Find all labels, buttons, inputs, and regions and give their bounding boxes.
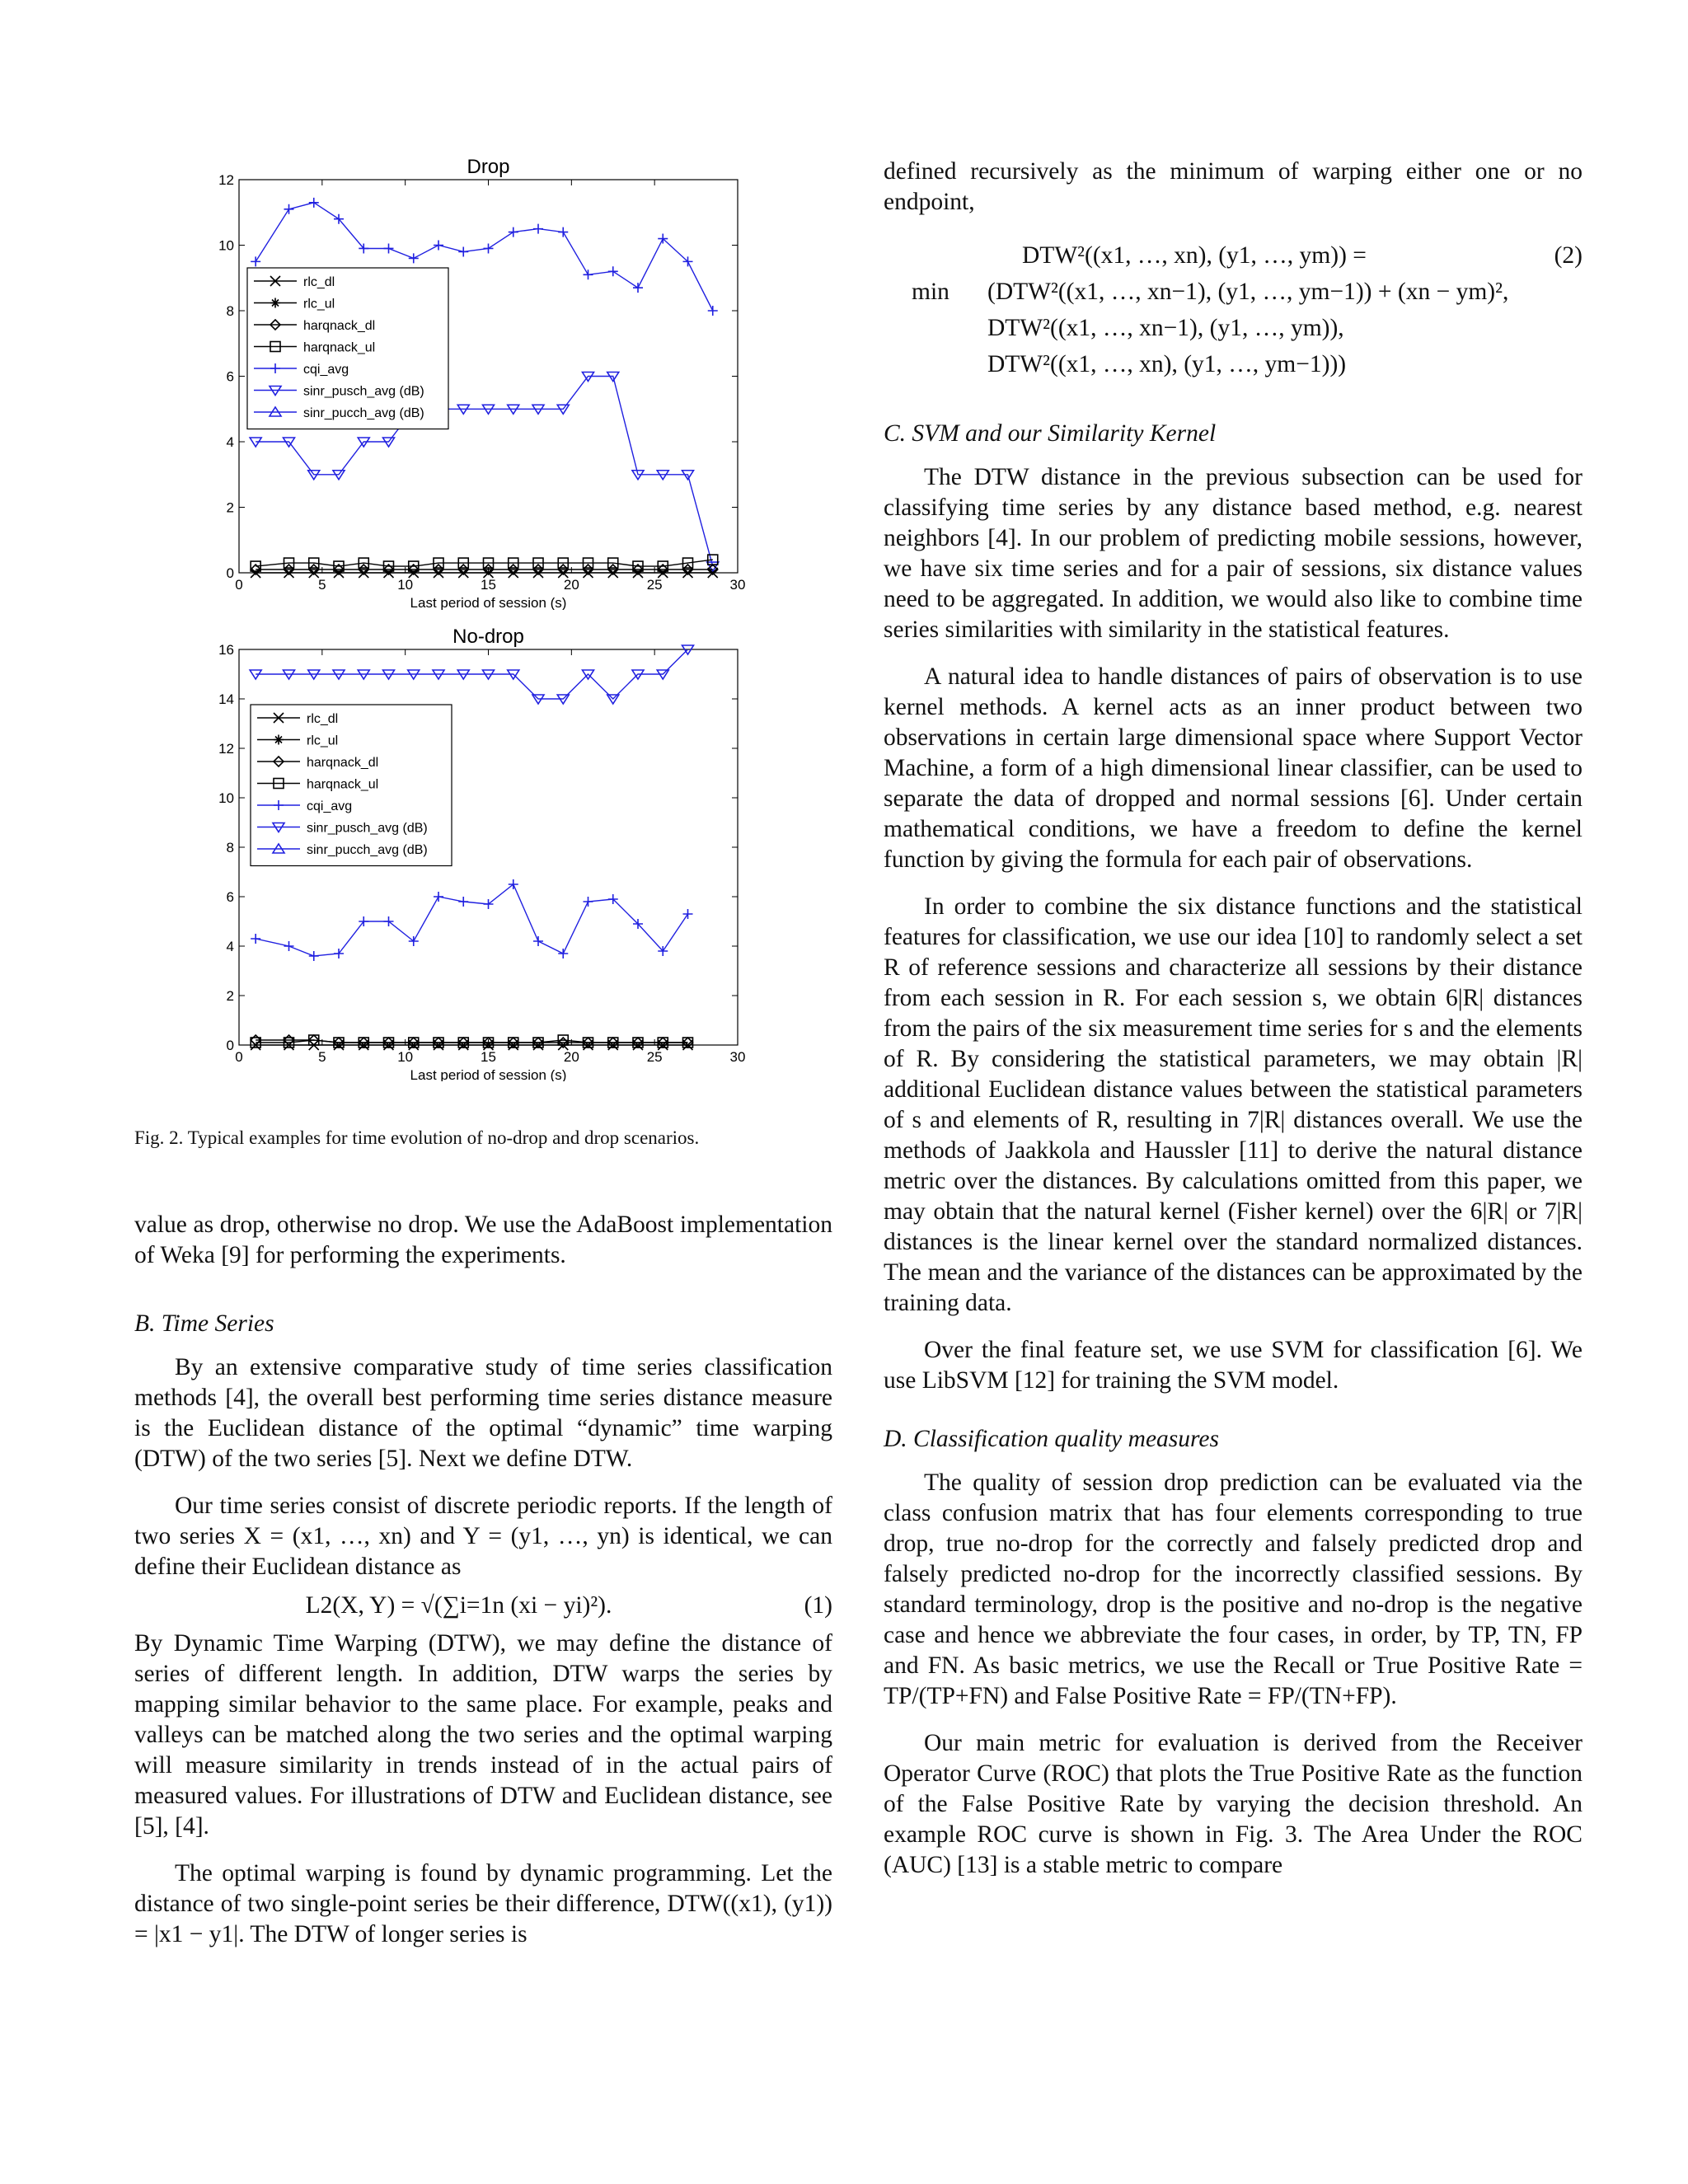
y-tick-label: 2 (226, 988, 234, 1004)
x-axis-label: Last period of session (s) (410, 1067, 567, 1081)
x-tick-label: 10 (397, 577, 414, 593)
section-heading-b: B. Time Series (134, 1310, 274, 1337)
x-tick-label: 15 (481, 577, 496, 593)
y-tick-label: 12 (218, 172, 234, 188)
data-point (558, 227, 568, 237)
x-tick-label: 0 (235, 577, 243, 593)
x-tick-label: 15 (481, 1049, 496, 1065)
x-tick-label: 5 (318, 577, 326, 593)
data-point (558, 949, 568, 958)
drop-chart (190, 148, 750, 610)
x-tick-label: 10 (397, 1049, 414, 1065)
legend-label: cqi_avg (307, 799, 353, 813)
left-column (134, 1210, 832, 1950)
y-tick-label: 14 (218, 691, 234, 707)
data-point (584, 897, 593, 907)
paragraph: The quality of session drop prediction can be evaluated via the class confusion matrix that has four elements corresponding to true drop, true no-drop for the correctly and falsely predicted drop and falsely predicted no-drop for the incorrectly classified sessions. By standard terminology, drop is the positive and no-drop is the negative case and hence we abbreviate the four cases, in order, by TP, TN, FP and FN. As basic metrics, we use the Recall or True Positive Rate = TP/(TP+FN) and False Positive Rate = FP/(TN+FP). (884, 1469, 1582, 1709)
data-point (533, 224, 543, 234)
equation-1: L2(X, Y) = √(∑i=1n (xi − yi)²). (1) (305, 1592, 832, 1619)
legend-label: rlc_dl (307, 712, 339, 726)
series-sinr-pusch-avg-dB- (250, 645, 693, 704)
data-point (251, 256, 260, 266)
y-tick-label: 10 (218, 237, 234, 254)
legend-label: harqnack_dl (307, 756, 379, 770)
data-point (584, 269, 593, 279)
data-point (633, 283, 643, 293)
y-tick-label: 0 (226, 1038, 234, 1053)
data-point (284, 941, 294, 951)
legend-label: sinr_pusch_avg (dB) (303, 384, 424, 399)
x-tick-label: 20 (563, 1049, 579, 1065)
section-heading-c: C. SVM and our Similarity Kernel (884, 420, 1217, 447)
series-line (256, 649, 687, 699)
y-tick-label: 2 (226, 499, 234, 516)
legend-label: harqnack_ul (303, 340, 376, 355)
series-cqi-avg (251, 879, 692, 961)
paragraph: In order to combine the six distance functions and the statistical features for classification, we use our idea [10] to randomly select a set R of reference sessions and characterize all sessions by their distance from each session in R. For each session s, we obtain 6|R| distances from the pairs of the six measurement time series for s and the elements of R. By considering the statistical parameters, we may obtain |R| additional Euclidean distance values between the statistical parameters of s and elements of R, resulting in 7|R| distances overall. We use the methods of Jaakkola and Haussler [11] to derive the natural distance metric over the distances. By calculations omitted from this paper, we may obtain that the natural kernel (Fisher kernel) over the 6|R| or 7|R| distances is the linear kernel over the standard normalized distances. The mean and the variance of the distances can be approximated by the training data. (884, 893, 1582, 1316)
legend-label: sinr_pusch_avg (dB) (307, 821, 428, 836)
series-rlc-dl (251, 1040, 692, 1050)
data-point (309, 951, 319, 961)
data-point (434, 241, 443, 251)
y-tick-label: 4 (226, 434, 234, 450)
x-tick-label: 25 (646, 577, 663, 593)
series-line (256, 884, 687, 956)
paragraph: The optimal warping is found by dynamic programming. Let the distance of two single-point series be their difference, DTW((x1), (y1)) = |x1 − y1|. The DTW of longer series is (134, 1860, 832, 1947)
data-point (683, 909, 693, 919)
data-point (309, 198, 319, 208)
data-point (251, 934, 260, 944)
legend (247, 268, 448, 429)
y-tick-label: 0 (226, 565, 234, 581)
legend-label: rlc_ul (307, 733, 339, 748)
paragraph: By an extensive comparative study of time series classification methods [4], the overall best performing time series distance measure is the Euclidean distance of the optimal “dynamic” time warping (DTW) of the two series [5]. Next we define DTW. (134, 1354, 832, 1472)
legend-label: cqi_avg (303, 363, 349, 377)
equation-2: DTW²((x1, …, xn), (y1, …, ym)) = (2) min (DTW²((x1, …, xn−1), (y1, …, ym−1)) + (xn − ym)², DTW²((x1, …, xn−1), (y1, …, ym)), DTW²((x1, …, xn), (y1, …, ym−1))) (912, 242, 1582, 377)
data-point (608, 266, 618, 276)
data-point (509, 227, 518, 237)
x-tick-label: 0 (235, 1049, 243, 1065)
x-tick-label: 30 (729, 577, 746, 593)
data-point (533, 936, 543, 946)
y-tick-label: 16 (218, 642, 234, 658)
data-point (458, 246, 468, 256)
figure-caption: Fig. 2. Typical examples for time evolution of no-drop and drop scenarios. (134, 1127, 700, 1148)
series-line (256, 1040, 687, 1043)
no-drop-chart (190, 620, 750, 1081)
legend-label: sinr_pucch_avg (dB) (307, 843, 428, 857)
data-point (484, 243, 494, 253)
series-line (256, 560, 713, 566)
data-point (409, 253, 419, 263)
paragraph: value as drop, otherwise no drop. We use the AdaBoost implementation of Weka [9] for performing the experiments. (134, 1212, 832, 1268)
data-point (284, 204, 294, 214)
y-tick-label: 8 (226, 840, 234, 855)
data-point (708, 306, 718, 316)
paragraph: defined recursively as the minimum of warping either one or no endpoint, (884, 158, 1582, 215)
legend-label: rlc_dl (303, 275, 335, 289)
data-point (359, 916, 368, 926)
legend-label: harqnack_dl (303, 319, 376, 333)
x-tick-label: 30 (729, 1049, 746, 1065)
paragraph: A natural idea to handle distances of pairs of observation is to use kernel methods. A kernel acts as an inner product between two observations in certain large dimensional space where Support Vector Machine, a form of a high dimensional linear classifier, can be used to separate the data of dropped and normal sessions [6]. Under certain mathematical conditions, we have a freedom to define the kernel function by giving the formula for each pair of observations. (884, 663, 1582, 873)
x-tick-label: 5 (318, 1049, 326, 1065)
data-point (458, 897, 468, 907)
chart-title: Drop (467, 156, 510, 178)
data-point (334, 949, 344, 958)
y-tick-label: 6 (226, 889, 234, 905)
paragraph: Over the final feature set, we use SVM for classification [6]. We use LibSVM [12] for training the SVM model. (884, 1337, 1582, 1394)
chart-title: No-drop (452, 626, 524, 648)
y-tick-label: 4 (226, 939, 234, 954)
x-tick-label: 25 (646, 1049, 663, 1065)
y-tick-label: 10 (218, 790, 234, 806)
right-column (884, 157, 1582, 1881)
paragraph: Our main metric for evaluation is derived from the Receiver Operator Curve (ROC) that plots the True Positive Rate as the function of the False Positive Rate by varying the decision threshold. An example ROC curve is shown in Fig. 3. The Area Under the ROC (AUC) [13] is a stable metric to compare (884, 1730, 1582, 1878)
legend (251, 705, 452, 866)
x-axis-label: Last period of session (s) (410, 595, 567, 610)
legend-label: rlc_ul (303, 297, 335, 312)
y-tick-label: 8 (226, 303, 234, 319)
paragraph: The DTW distance in the previous subsection can be used for classifying time series by any distance based method, e.g. nearest neighbors [4]. In our problem of predicting mobile sessions, however, we have six time series and for a pair of sessions, six distance values need to be aggregated. In addition, we would also like to combine time series similarities with similarity in the statistical features. (884, 464, 1582, 643)
paragraph: Our time series consist of discrete periodic reports. If the length of two series X = (x1, …, xn) and Y = (y1, …, yn) is identical, we can define their Euclidean distance as (134, 1493, 832, 1580)
legend-label: sinr_pucch_avg (dB) (303, 406, 424, 420)
data-point (384, 243, 394, 253)
y-tick-label: 12 (218, 741, 234, 757)
x-tick-label: 20 (563, 577, 579, 593)
section-heading-d: D. Classification quality measures (884, 1426, 1219, 1452)
y-tick-label: 6 (226, 368, 234, 385)
paragraph: By Dynamic Time Warping (DTW), we may define the distance of series of different length. In addition, DTW warps the series by mapping similar behavior to the same place. For example, peaks and valleys can be matched along the two series and the optimal warping will measure similarity in trends instead of in the actual pairs of measured values. For illustrations of DTW and Euclidean distance, see [5], [4]. (134, 1630, 832, 1840)
legend-label: harqnack_ul (307, 777, 379, 792)
data-point (434, 892, 443, 902)
